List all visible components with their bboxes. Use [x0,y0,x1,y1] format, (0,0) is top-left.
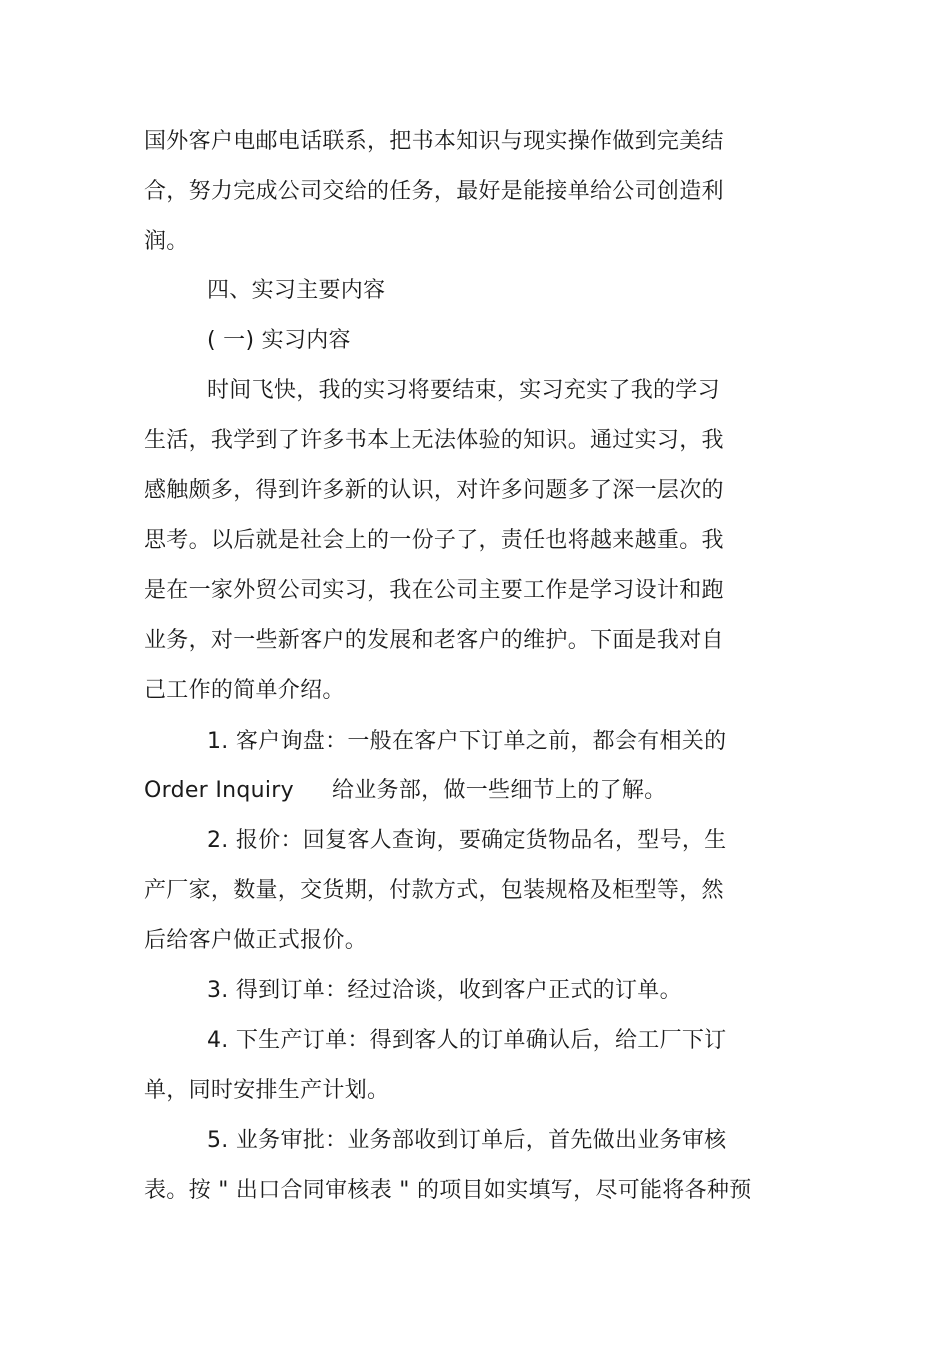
paragraph-line: 国外客户电邮电话联系，把书本知识与现实操作做到完美结 [144,129,724,154]
paragraph-line: 生活，我学到了许多书本上无法体验的知识。通过实习，我 [144,428,724,453]
list-item-line: 2. 报价：回复客人查询，要确定货物品名，型号，生 [207,828,727,853]
list-item-line: 1. 客户询盘：一般在客户下订单之前，都会有相关的 [207,729,727,754]
paragraph-line: 合，努力完成公司交给的任务，最好是能接单给公司创造利 [144,179,724,204]
paragraph-line: 业务，对一些新客户的发展和老客户的维护。下面是我对自 [144,628,724,653]
section-heading: 四、实习主要内容 [207,278,386,303]
subsection-heading: ( 一) 实习内容 [207,328,351,353]
list-item-line: 产厂家，数量，交货期，付款方式，包装规格及柜型等，然 [144,878,724,903]
list-item-line: 5. 业务审批：业务部收到订单后，首先做出业务审核 [207,1128,727,1153]
paragraph-line: 润。 [144,229,189,254]
list-item-text: 给业务部，做一些细节上的了解。 [331,778,667,803]
list-item-line: 4. 下生产订单：得到客人的订单确认后，给工厂下订 [207,1028,727,1053]
paragraph-line: 时间飞快，我的实习将要结束，实习充实了我的学习 [207,378,720,403]
list-item-line: 后给客户做正式报价。 [144,928,368,953]
paragraph-line: 己工作的简单介绍。 [144,678,345,703]
list-item-line: 单，同时安排生产计划。 [144,1078,390,1103]
list-item-line: 3. 得到订单：经过洽谈，收到客户正式的订单。 [207,978,682,1003]
paragraph-line: 思考。以后就是社会上的一份子了，责任也将越来越重。我 [144,528,724,553]
order-inquiry-term: Order Inquiry [144,778,294,803]
paragraph-line: 是在一家外贸公司实习，我在公司主要工作是学习设计和跑 [144,578,724,603]
list-item-line: 表。按 " 出口合同审核表 " 的项目如实填写，尽可能将各种预 [144,1178,752,1203]
list-item-line [144,776,666,806]
paragraph-line: 感触颇多，得到许多新的认识，对许多问题多了深一层次的 [144,478,724,503]
